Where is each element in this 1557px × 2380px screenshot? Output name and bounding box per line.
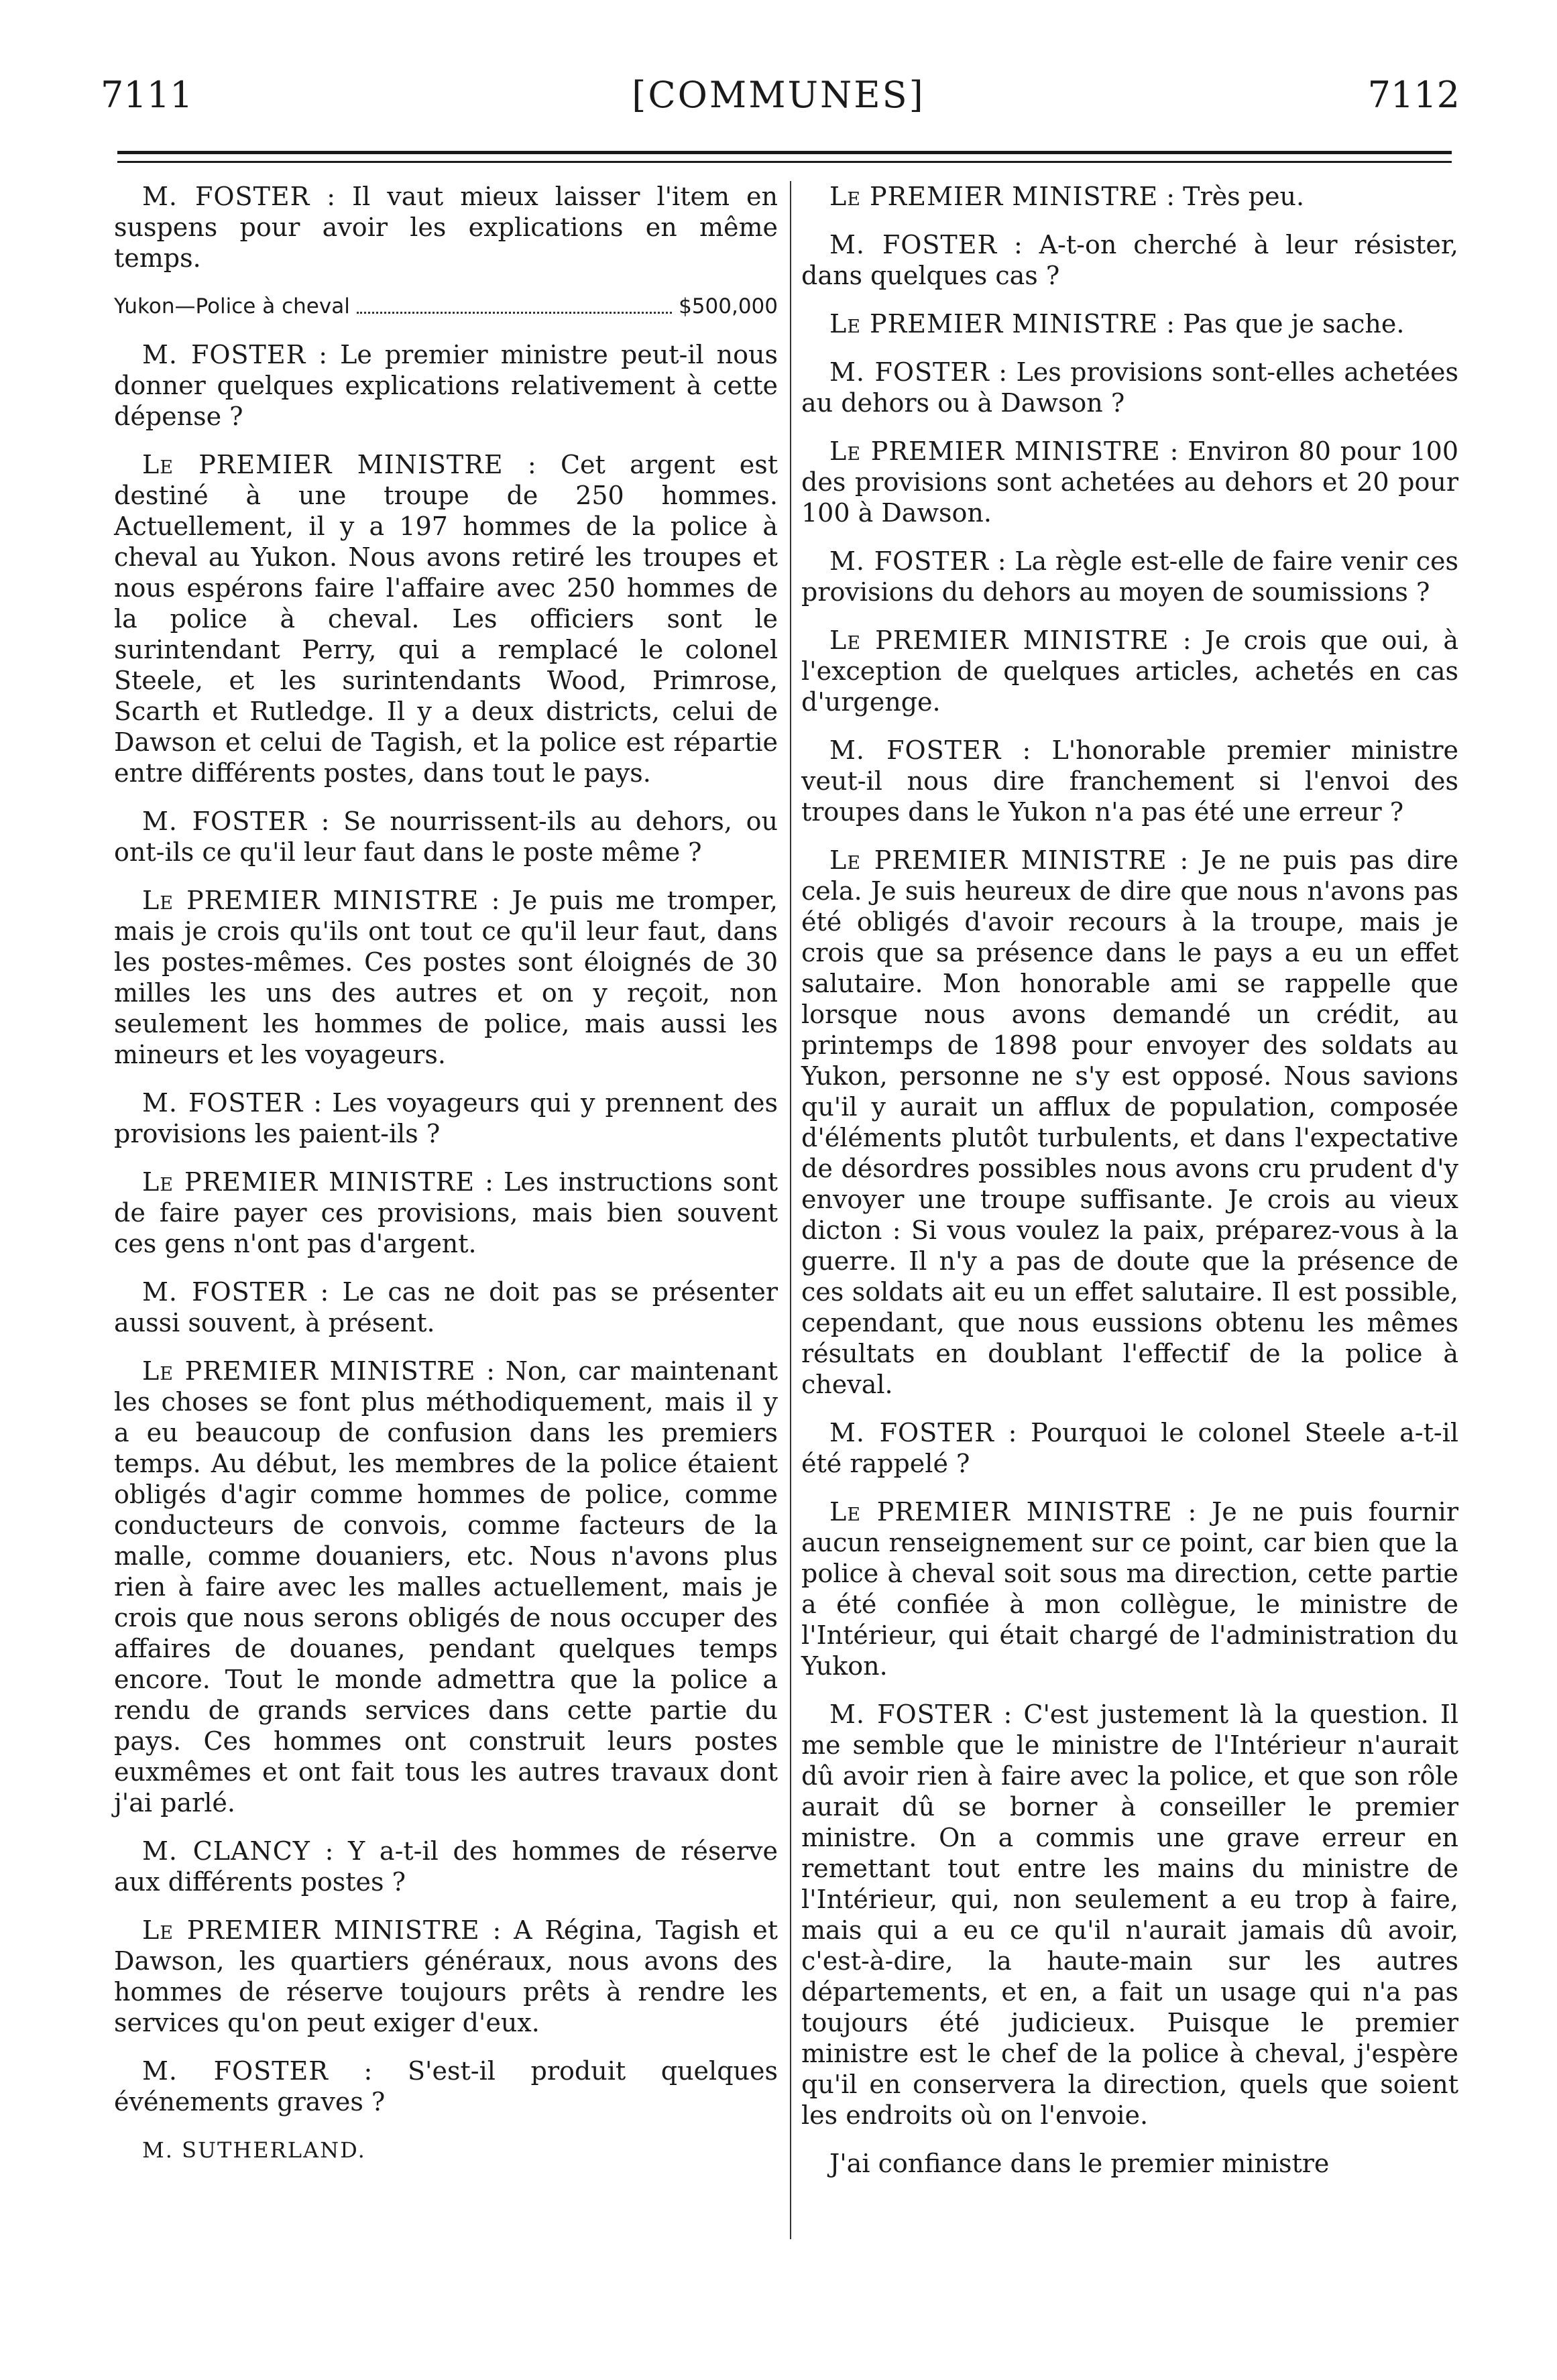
speech-text: : Je puis me tromper, mais je crois qu'ils ont tout ce qu'il leur faut, dans les postes-mêmes. Ces postes sont éloignés de 30 milles les uns des autres et on y reçoit, non seulement les hommes de police, mais aussi les mineurs et les voyageurs. <box>114 886 778 1069</box>
page-number-right: 7112 <box>1367 74 1460 116</box>
paragraph <box>801 181 1458 212</box>
speaker: M. FOSTER <box>142 1088 304 1118</box>
paragraph <box>801 735 1458 827</box>
paragraph <box>801 436 1458 528</box>
speaker: Le PREMIER MINISTRE <box>829 436 1161 466</box>
paragraph <box>114 806 778 868</box>
paragraph <box>801 308 1458 339</box>
paragraph <box>801 357 1458 418</box>
paragraph <box>114 1087 778 1149</box>
speaker: Le PREMIER MINISTRE <box>829 182 1159 211</box>
column-divider <box>790 181 791 2239</box>
speaker: Le PREMIER MINISTRE <box>142 886 479 915</box>
speech-text: : Pas que je sache. <box>1158 309 1405 339</box>
speech-text: : Les instructions sont de faire payer ces provisions, mais bien souvent ces gens n'ont pas d'argent. <box>114 1167 778 1258</box>
paragraph <box>801 546 1458 607</box>
speaker: Le PREMIER MINISTRE <box>142 1356 476 1386</box>
paragraph <box>801 1699 1458 2131</box>
speaker: M. FOSTER <box>829 357 990 387</box>
paragraph <box>114 181 778 274</box>
right-column <box>801 181 1458 2196</box>
speaker: M. FOSTER <box>829 1418 994 1447</box>
paragraph <box>114 2056 778 2117</box>
speaker: M. FOSTER <box>142 182 310 211</box>
speech-text: : Cet argent est destiné à une troupe de 250 hommes. Actuellement, il y a 197 hommes de la police à cheval au Yukon. Nous avons retiré les troupes et nous espérons faire l'affaire avec 250 hommes de la police à cheval. Les officiers sont le surintendant Perry, qui a remplacé le colonel Steele, et les surintendants Wood, Primrose, Scarth et Rutledge. Il y a deux districts, celui de Dawson et celui de Tagish, et la police est répartie entre différents postes, dans tout le pays. <box>114 450 778 788</box>
speech-text: : Je ne puis fournir aucun renseignement sur ce point, car bien que la police à cheval soit sous ma direction, cette partie a été confiée à mon collègue, le ministre de l'Intérieur, qui était chargé de l'administration du Yukon. <box>801 1497 1458 1681</box>
paragraph <box>801 2148 1458 2179</box>
speech-text: J'ai confiance dans le premier ministre <box>829 2149 1330 2178</box>
paragraph <box>114 339 778 432</box>
paragraph <box>801 845 1458 1400</box>
speech-text: : Très peu. <box>1158 182 1305 211</box>
speech-text: : Pourquoi le colonel Steele a-t-il été rappelé ? <box>801 1418 1458 1478</box>
speaker: Le PREMIER MINISTRE <box>142 1167 475 1197</box>
speech-text: : Environ 80 pour 100 des provisions sont achetées au dehors et 20 pour 100 à Dawson. <box>801 436 1458 528</box>
paragraph <box>114 1915 778 2038</box>
paragraph <box>801 625 1458 717</box>
speech-text: : C'est justement là la question. Il me semble que le ministre de l'Intérieur n'aurait dû avoir rien à faire avec la police, et que son rôle aurait dû se borner à conseiller le premier ministre. On a commis une grave erreur en remettant tout entre les mains du ministre de l'Intérieur, qui, non seulement a eu trop à faire, mais qui a eu ce qu'il n'aurait jamais dû avoir, c'est-à-dire, la haute-main sur les autres départements, et en, a fait un usage qui n'a pas toujours été judicieux. Puisque le premier ministre est le chef de la police à cheval, j'espère qu'il en conservera la direction, quels que soient les endroits où on l'envoie. <box>801 1700 1458 2130</box>
speaker: M. FOSTER <box>142 340 306 369</box>
leader-dots <box>357 291 672 314</box>
paragraph <box>114 1276 778 1338</box>
header-rule-bottom <box>117 161 1452 163</box>
estimate-item <box>114 291 778 322</box>
speaker: Le PREMIER MINISTRE <box>142 1915 480 1945</box>
speech-text: : Le premier ministre peut-il nous donner quelques explications relativement à cette dépense ? <box>114 340 778 431</box>
next-speaker-catchword: M. SUTHERLAND. <box>142 2137 366 2163</box>
paragraph <box>114 885 778 1070</box>
speech-text: : Je ne puis pas dire cela. Je suis heureux de dire que nous n'avons pas été obligés d'avoir recours à la troupe, mais je crois que sa présence dans le pays a eu un effet salutaire. Mon honorable ami se rappelle que lorsque nous avons demandé un crédit, au printemps de 1898 pour envoyer des soldats au Yukon, personne ne s'y est opposé. Nous savions qu'il y aurait un afflux de population, composée d'éléments plutôt turbulents, et dans l'expectative de désordres possibles nous avons cru prudent d'y envoyer une troupe suffisante. Je crois au vieux dicton : Si vous voulez la paix, préparez-vous à la guerre. Il n'y a pas de doute que la présence de ces soldats ait eu un effet salutaire. Il est possible, cependant, que nous eussions obtenu les mêmes résultats en doublant l'effectif de la police à cheval. <box>801 845 1459 1399</box>
item-amount: $500,000 <box>679 294 778 318</box>
running-title: [COMMUNES] <box>632 74 925 116</box>
speaker: M. FOSTER <box>829 546 989 576</box>
speech-text: : La règle est-elle de faire venir ces provisions du dehors au moyen de soumissions ? <box>801 546 1458 607</box>
speaker: M. FOSTER <box>142 1277 307 1307</box>
speech-text: : Le cas ne doit pas se présenter aussi souvent, à présent. <box>114 1277 778 1337</box>
page-number-left: 7111 <box>101 74 193 116</box>
paragraph <box>801 229 1458 291</box>
speaker: M. FOSTER <box>829 735 1002 765</box>
speaker: Le PREMIER MINISTRE <box>829 309 1159 339</box>
paragraph <box>114 449 778 788</box>
paragraph <box>801 1417 1458 1479</box>
speech-text: : Non, car maintenant les choses se font plus méthodiquement, mais il y a eu beaucoup de confusion dans les premiers temps. Au début, les membres de la police étaient obligés d'agir comme hommes de police, comme conducteurs de convois, comme facteurs de la malle, comme douaniers, etc. Nous n'avons plus rien à faire avec les malles actuellement, mais je crois que nous serons obligés de nous occuper des affaires de douanes, pendant quelques temps encore. Tout le monde admettra que la police a rendu de grands services dans cette partie du pays. Ces hommes ont construit leurs postes euxmêmes et ont fait tous les autres travaux dont j'ai parlé. <box>114 1356 778 1818</box>
speaker: Le PREMIER MINISTRE <box>829 1497 1173 1527</box>
header-rule-top <box>117 151 1452 154</box>
left-column <box>114 181 778 2165</box>
speech-text: : Les voyageurs qui y prennent des provisions les paient-ils ? <box>114 1088 778 1148</box>
paragraph <box>114 1836 778 1897</box>
paragraph <box>801 1496 1458 1681</box>
speech-text: : Y a-t-il des hommes de réserve aux différents postes ? <box>114 1836 778 1897</box>
speech-text: : L'honorable premier ministre veut-il nous dire franchement si l'envoi des troupes dans le Yukon n'a pas été une erreur ? <box>801 735 1458 827</box>
speech-text: : A-t-on cherché à leur résister, dans quelques cas ? <box>801 230 1458 290</box>
speaker: M. FOSTER <box>829 1700 992 1729</box>
speaker: Le PREMIER MINISTRE <box>829 626 1169 655</box>
speech-text: : A Régina, Tagish et Dawson, les quartiers généraux, nous avons des hommes de réserve toujours prêts à rendre les services qu'on peut exiger d'eux. <box>114 1915 778 2037</box>
speech-text: : S'est-il produit quelques événements graves ? <box>114 2056 778 2117</box>
speech-text: : Les provisions sont-elles achetées au dehors ou à Dawson ? <box>801 357 1458 418</box>
speaker: Le PREMIER MINISTRE <box>829 845 1167 875</box>
speech-text: : Se nourrissent-ils au dehors, ou ont-ils ce qu'il leur faut dans le poste même ? <box>114 807 778 867</box>
speaker: Le PREMIER MINISTRE <box>142 450 504 479</box>
speaker: M. FOSTER <box>142 807 307 836</box>
speaker: M. FOSTER <box>142 2056 329 2086</box>
speaker: M. CLANCY <box>142 1836 310 1866</box>
speaker: M. FOSTER <box>829 230 998 259</box>
page-header <box>0 0 1557 134</box>
item-label: Yukon—Police à cheval <box>114 294 350 318</box>
speech-text: : Je crois que oui, à l'exception de quelques articles, achetés en cas d'urgenge. <box>801 626 1458 717</box>
paragraph <box>114 1167 778 1259</box>
speech-text: : Il vaut mieux laisser l'item en suspens pour avoir les explications en même temps. <box>114 182 778 273</box>
paragraph <box>114 1356 778 1818</box>
